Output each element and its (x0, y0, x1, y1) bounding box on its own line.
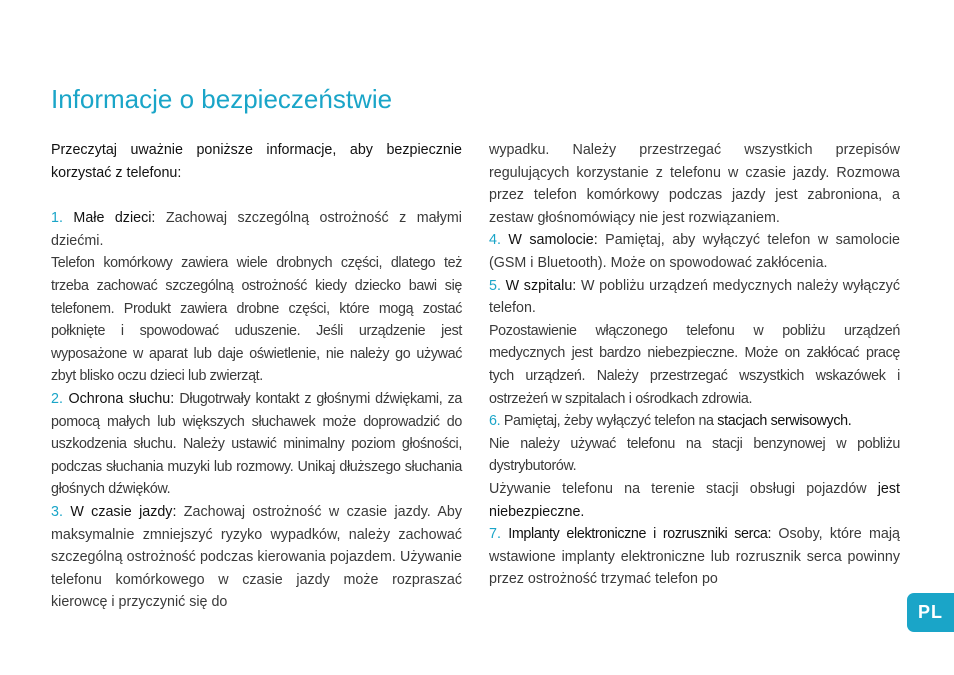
section-heading: Małe dzieci: (73, 210, 156, 227)
section-paragraph: Nie należy używać telefonu na stacji benzynowej w pobliżu dystrybutorów. (489, 435, 900, 475)
section-number: 3. (51, 503, 63, 520)
section-paragraph (489, 478, 900, 523)
section-small-children (51, 207, 462, 252)
section-number: 2. (51, 390, 63, 407)
section-text: Osoby, które mają wstawione implanty elektroniczne lub rozrusznik serca powinny przez ostrożność trzymać telefon po (489, 526, 901, 588)
section-driving-continued: wypadku. Należy przestrzegać wszystkich przepisów regulujących korzystanie z telefonu w czasie jazdy. Rozmowa przez telefon komórkowy podczas jazdy jest zabroniona, a zestaw głośnomówiący nie jest rozwiązaniem. (489, 142, 900, 226)
section-text: Używanie telefonu na terenie stacji obsługi pojazdów (489, 480, 878, 497)
section-number: 5. (489, 277, 501, 294)
section-service-stations (489, 410, 900, 433)
section-airplane (489, 229, 900, 274)
section-number: 6. (489, 413, 501, 430)
language-badge: PL (907, 593, 954, 632)
section-heading: stacjach serwisowych. (717, 413, 852, 430)
section-text: Zachowaj ostrożność w czasie jazdy. Aby maksymalnie zmniejszyć ryzyko wypadków, należy zachować szczególną ostrożność podczas kierowania pojazdem. Używanie telefonu komórkowego w czasie jazdy może rozpraszać kierowcę i przyczynić się do (51, 503, 462, 611)
section-heading: W szpitalu: (505, 277, 577, 294)
right-column (489, 139, 900, 591)
section-heading: W samolocie: (508, 232, 598, 249)
section-text: Zachowaj szczególną ostrożność z małymi dziećmi. (51, 210, 462, 249)
section-hospital (489, 275, 900, 320)
section-text: Długotrwały kontakt z głośnymi dźwiękami, za pomocą małych lub większych słuchawek może doprowadzić do uszkodzenia słuchu. Należy ustawić minimalny poziom głośności, podczas słuchania muzyki lub rozmowy. Unikaj dłuższego słuchania głośnych dźwięków. (51, 390, 462, 498)
section-heading: W czasie jazdy: (70, 503, 177, 520)
left-column (51, 139, 462, 614)
page-title: Informacje o bezpieczeństwie (51, 84, 393, 114)
intro-text: Przeczytaj uważnie poniższe informacje, aby bezpiecznie korzystać z telefonu: (51, 142, 462, 181)
section-heading: jest niebezpieczne. (489, 480, 900, 520)
section-heading: Ochrona słuchu: (68, 390, 175, 407)
section-text: Pamiętaj, żeby wyłączyć telefon na (500, 413, 718, 430)
section-implants (489, 523, 900, 591)
section-paragraph: Pozostawienie włączonego telefonu w pobliżu urządzeń medycznych jest bardzo niebezpieczne. Może on zakłócać pracę tych urządzeń. Należy przestrzegać wszystkich wskazówek i ostrzeżeń w szpitalach i ośrodkach zdrowia. (489, 322, 900, 407)
section-text: W pobliżu urządzeń medycznych należy wyłączyć telefon. (489, 277, 900, 317)
section-number: 1. (51, 210, 63, 227)
section-heading: Implanty elektroniczne i rozruszniki serca: (508, 526, 772, 543)
section-number: 7. (489, 526, 501, 543)
section-text: Pamiętaj, aby wyłączyć telefon w samolocie (GSM i Bluetooth). Może on spowodować zakłócenia. (489, 232, 900, 271)
section-number: 4. (489, 232, 501, 249)
section-paragraph: Telefon komórkowy zawiera wiele drobnych części, dlatego też trzeba zachować szczególną ostrożność kiedy dziecko bawi się telefonem. Produkt zawiera drobne części, które mogą zostać połknięte i spowodować uduszenie. Jeśli urządzenie jest wyposażone w aparat lub daje oświetlenie, nie należy go używać zbyt blisko oczu dzieci lub zwierząt. (51, 255, 462, 385)
spacer (51, 184, 462, 207)
section-driving (51, 501, 462, 614)
section-hearing-protection (51, 388, 462, 501)
